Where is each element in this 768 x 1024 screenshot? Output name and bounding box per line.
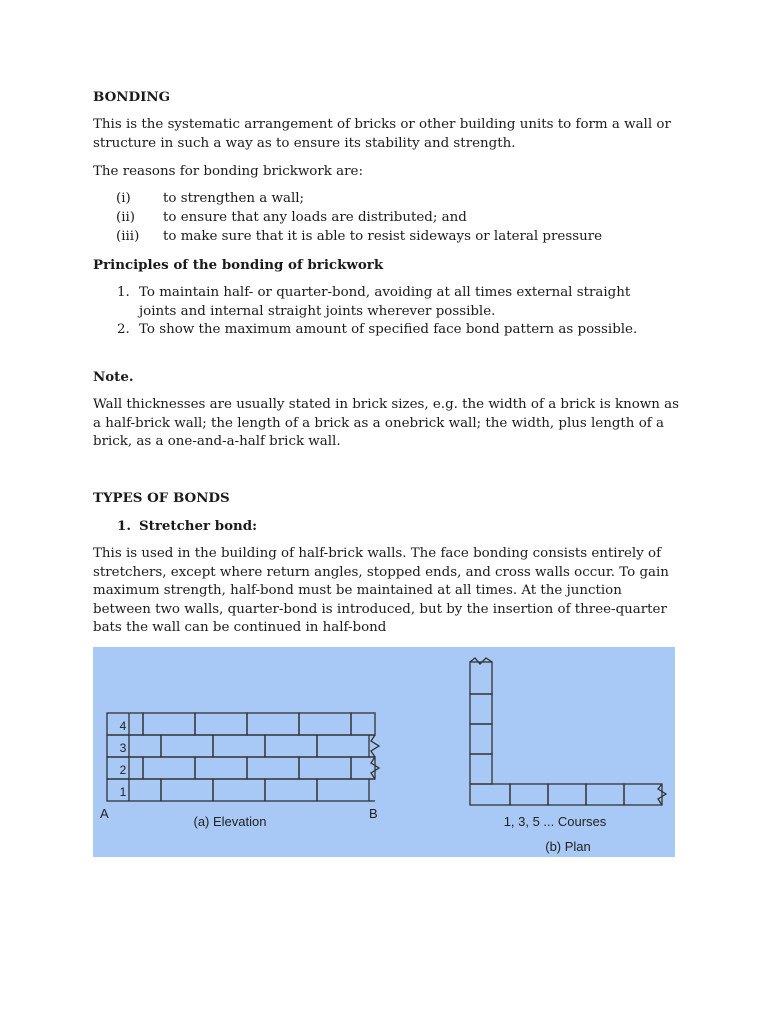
brick bbox=[299, 757, 351, 779]
reason-text: to strengthen a wall; bbox=[163, 191, 305, 206]
break-symbol bbox=[371, 735, 379, 757]
brick bbox=[317, 735, 369, 757]
brick bbox=[247, 713, 299, 735]
types-heading: TYPES OF BONDS bbox=[93, 490, 230, 506]
brick bbox=[351, 757, 375, 779]
stretcher-paragraph: This is used in the building of half-brick walls. The face bonding consists entirely of stretchers, except where return angles, stopped ends, and cross walls occur. To gain maximum strength, half-bond must be maintained at all times. At the junction between two walls, quarter-bond is introduced, but by the insertion of three-quarter bats the wall can be continued in half-bond bbox=[93, 546, 669, 635]
brick bbox=[351, 713, 375, 735]
brick bbox=[317, 779, 369, 801]
principles-heading: Principles of the bonding of brickwork bbox=[93, 257, 384, 273]
brick bbox=[213, 779, 265, 801]
stretcher-number: 1. bbox=[117, 518, 131, 534]
brick bbox=[195, 757, 247, 779]
page-heading: BONDING bbox=[93, 89, 171, 105]
reasons-intro: The reasons for bonding brickwork are: bbox=[93, 164, 363, 179]
brick bbox=[143, 757, 195, 779]
courses-caption: 1, 3, 5 ... Courses bbox=[503, 814, 607, 829]
plan-brick bbox=[548, 784, 586, 805]
note-paragraph: Wall thicknesses are usually stated in brick sizes, e.g. the width of a brick is known as a half-brick wall; the length of a brick as a onebrick wall; the width, plus length of a brick, as a one-and-a-half brick wall. bbox=[93, 397, 679, 449]
principle-text: To maintain half- or quarter-bond, avoiding at all times external straight joints and internal straight joints wherever possible. bbox=[139, 285, 631, 319]
elevation-caption: (a) Elevation bbox=[193, 814, 267, 829]
course-label: 4 bbox=[119, 719, 127, 733]
note-heading: Note. bbox=[93, 369, 134, 385]
reason-text: to make sure that it is able to resist sideways or lateral pressure bbox=[163, 229, 603, 244]
plan-brick bbox=[624, 784, 662, 805]
plan-brick bbox=[470, 784, 510, 805]
reason-text: to ensure that any loads are distributed; and bbox=[163, 210, 467, 225]
plan-brick bbox=[470, 724, 492, 754]
principle-number: 1. bbox=[117, 285, 130, 300]
plan-caption: (b) Plan bbox=[545, 839, 591, 854]
reason-number: (i) bbox=[116, 191, 131, 206]
course-label: 1 bbox=[119, 785, 127, 799]
brick bbox=[213, 735, 265, 757]
course-label: 3 bbox=[119, 741, 127, 755]
brick bbox=[161, 779, 213, 801]
brick bbox=[299, 713, 351, 735]
end-label-b: B bbox=[369, 806, 378, 821]
brick bbox=[107, 735, 161, 757]
principle-text: To show the maximum amount of specified face bond pattern as possible. bbox=[139, 322, 638, 337]
brick bbox=[143, 713, 195, 735]
plan-brick bbox=[586, 784, 624, 805]
stretcher-title: Stretcher bond: bbox=[139, 518, 258, 534]
stretcher-bond-diagram bbox=[93, 647, 675, 857]
plan-brick bbox=[470, 694, 492, 724]
brick bbox=[107, 779, 161, 801]
reason-number: (ii) bbox=[116, 210, 136, 225]
break-symbol bbox=[470, 658, 492, 664]
reason-number: (iii) bbox=[116, 229, 140, 244]
plan-brick bbox=[470, 754, 492, 784]
intro-paragraph: This is the systematic arrangement of bricks or other building units to form a wall or structure in such a way as to ensure its stability and strength. bbox=[93, 117, 671, 151]
brick bbox=[161, 735, 213, 757]
end-label-a: A bbox=[100, 806, 109, 821]
plan-brick bbox=[510, 784, 548, 805]
plan-brick bbox=[470, 662, 492, 694]
brick bbox=[265, 779, 317, 801]
stretcher-bond-figure bbox=[93, 647, 675, 857]
brick bbox=[265, 735, 317, 757]
brick bbox=[247, 757, 299, 779]
course-label: 2 bbox=[119, 763, 127, 777]
brick bbox=[195, 713, 247, 735]
principle-number: 2. bbox=[117, 322, 130, 337]
